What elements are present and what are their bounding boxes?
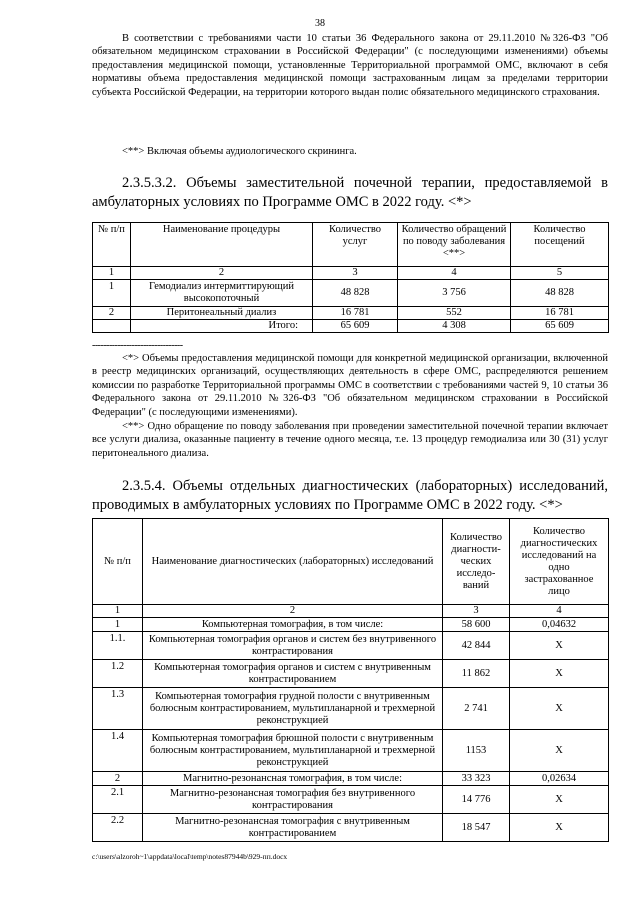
table-row	[93, 307, 609, 320]
row-appeals: 552	[398, 307, 511, 320]
row-per-person: Х	[510, 632, 609, 660]
row-appeals: 3 756	[398, 280, 511, 307]
page-number: 38	[315, 18, 325, 29]
col-number: 2	[143, 605, 443, 618]
section2-heading: 2.3.5.4. Объемы отдельных диагностических (лабораторных) исследований, проводимых в амбулаторных условиях по Программе ОМС в 2022 году. <*>	[92, 478, 608, 513]
column-number-row	[93, 605, 609, 618]
table-row	[93, 618, 609, 632]
row-services: 16 781	[313, 307, 398, 320]
row-num: 1.3	[93, 688, 143, 730]
row-name: Компьютерная томография грудной полости с внутривенным болюсным контрастированием, мультипланарной и трехмерной реконструкцией	[143, 688, 443, 730]
row-count: 33 323	[443, 772, 510, 786]
col-number: 1	[93, 605, 143, 618]
row-name: Магнитно-резонансная томография с внутривенным контрастированием	[143, 814, 443, 842]
row-per-person: Х	[510, 688, 609, 730]
diagnostics-table	[92, 518, 609, 842]
col-number: 1	[93, 267, 131, 280]
total-empty	[93, 320, 131, 333]
row-per-person: Х	[510, 786, 609, 814]
row-num: 1	[93, 280, 131, 307]
col-header-num: № п/п	[93, 519, 143, 605]
row-name: Компьютерная томография органов и систем без внутривенного контрастирования	[143, 632, 443, 660]
col-number: 4	[510, 605, 609, 618]
total-label: Итого:	[131, 320, 313, 333]
table-row	[93, 730, 609, 772]
row-name: Компьютерная томография брюшной полости с внутривенным болюсным контрастированием, мультипланарной и трехмерной реконструкцией	[143, 730, 443, 772]
row-num: 1	[93, 618, 143, 632]
table-row	[93, 786, 609, 814]
table-row	[93, 280, 609, 307]
col-header-num: № п/п	[93, 223, 131, 267]
total-visits: 65 609	[511, 320, 609, 333]
col-header-services: Количество услуг	[313, 223, 398, 267]
col-header-visits: Количество посещений	[511, 223, 609, 267]
intro-paragraph: В соответствии с требованиями части 10 статьи 36 Федерального закона от 29.11.2010 №326-ФЗ "Об обязательном медицинском страховании в Российской Федерации" (с последующими изменениями) объемы предоставления медицинской помощи, установленные Территориальной программой ОМС, включают в себя нормативы объема предоставления медицинской помощи застрахованным лицам за пределами территории субъекта Российской Федерации, на территории которого выдан полис обязательного медицинского страхования.	[92, 33, 608, 98]
row-num: 2	[93, 772, 143, 786]
row-count: 58 600	[443, 618, 510, 632]
col-header-appeals: Количество обращений по поводу заболевания <**>	[398, 223, 511, 267]
table-header-row	[93, 519, 609, 605]
row-count: 2 741	[443, 688, 510, 730]
row-per-person: Х	[510, 660, 609, 688]
col-header-count: Количество диагности-ческих исследо-ваний	[443, 519, 510, 605]
footnote-separator: --------------------------------	[92, 340, 183, 351]
col-number: 4	[398, 267, 511, 280]
row-per-person: 0,04632	[510, 618, 609, 632]
row-count: 42 844	[443, 632, 510, 660]
row-name: Перитонеальный диализ	[131, 307, 313, 320]
row-per-person: Х	[510, 814, 609, 842]
col-number: 2	[131, 267, 313, 280]
row-visits: 16 781	[511, 307, 609, 320]
col-header-procedure: Наименование процедуры	[131, 223, 313, 267]
row-services: 48 828	[313, 280, 398, 307]
section1-heading: 2.3.5.3.2. Объемы заместительной почечной терапии, предоставляемой в амбулаторных условиях по Программе ОМС в 2022 году. <*>	[92, 175, 608, 210]
col-header-per-person: Количество диагностических исследований на одно застрахованное лицо	[510, 519, 609, 605]
table-row	[93, 814, 609, 842]
row-name: Магнитно-резонансная томография без внутривенного контрастирования	[143, 786, 443, 814]
row-visits: 48 828	[511, 280, 609, 307]
footnote-2: <**> Одно обращение по поводу заболевания при проведении заместительной почечной терапии включает все услуги диализа, оказанные пациенту в течение одного месяца, т.е. 13 процедур гемодиализа или 30 (31) услуг перитонеального диализа.	[92, 421, 608, 459]
row-num: 2	[93, 307, 131, 320]
intro-footnote: <**> Включая объемы аудиологического скрининга.	[122, 146, 357, 157]
row-num: 1.1.	[93, 632, 143, 660]
table-header-row	[93, 223, 609, 267]
footnote-1: <*> Объемы предоставления медицинской помощи для конкретной медицинской организации, включенной в реестр медицинских организаций, осуществляющих деятельность в сфере ОМС, распределяются решением комиссии по разработке Территориальной программы ОМС в соответствии с требованиями частей 9, 10 статьи 36 Федерального закона от 29.11.2010 №326-ФЗ "Об обязательном медицинском страховании в Российской Федерации" (с последующими изменениями).	[92, 353, 608, 418]
row-count: 18 547	[443, 814, 510, 842]
row-per-person: Х	[510, 730, 609, 772]
column-number-row	[93, 267, 609, 280]
row-per-person: 0,02634	[510, 772, 609, 786]
row-num: 2.1	[93, 786, 143, 814]
row-name: Компьютерная томография органов и систем с внутривенным контрастированием	[143, 660, 443, 688]
total-row	[93, 320, 609, 333]
total-services: 65 609	[313, 320, 398, 333]
dialysis-table	[92, 222, 609, 333]
table-row	[93, 632, 609, 660]
row-num: 1.4	[93, 730, 143, 772]
row-name: Гемодиализ интермиттирующий высокопоточный	[131, 280, 313, 307]
table-row	[93, 660, 609, 688]
row-num: 1.2	[93, 660, 143, 688]
col-number: 3	[313, 267, 398, 280]
row-name: Магнитно-резонансная томография, в том числе:	[143, 772, 443, 786]
table-row	[93, 772, 609, 786]
row-count: 11 862	[443, 660, 510, 688]
row-name: Компьютерная томография, в том числе:	[143, 618, 443, 632]
total-appeals: 4 308	[398, 320, 511, 333]
row-count: 1153	[443, 730, 510, 772]
row-count: 14 776	[443, 786, 510, 814]
row-num: 2.2	[93, 814, 143, 842]
col-header-study: Наименование диагностических (лабораторных) исследований	[143, 519, 443, 605]
table-row	[93, 688, 609, 730]
footer-file-path: c:\users\alzoroh~1\appdata\local\temp\notes87944b\929-пп.docx	[92, 852, 288, 861]
col-number: 5	[511, 267, 609, 280]
col-number: 3	[443, 605, 510, 618]
